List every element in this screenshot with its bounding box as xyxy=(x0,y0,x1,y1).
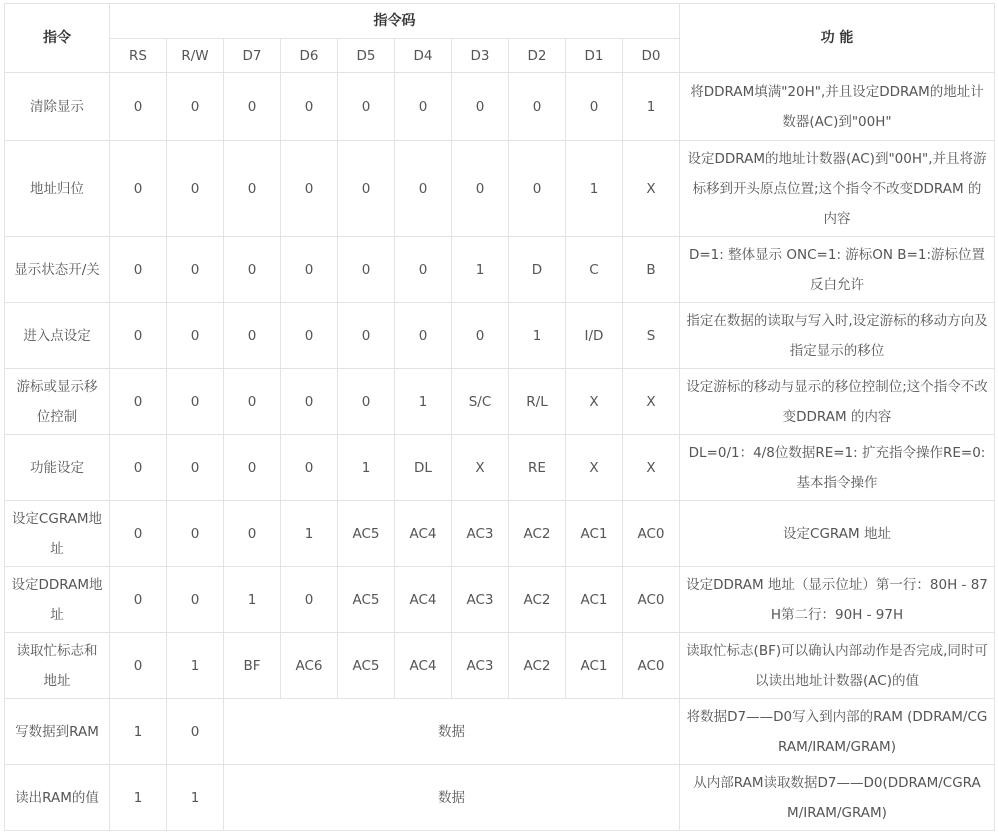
function-description: DL=0/1：4/8位数据RE=1: 扩充指令操作RE=0: 基本指令操作 xyxy=(680,435,995,501)
bit-cell: 0 xyxy=(110,303,167,369)
bit-cell: AC1 xyxy=(566,567,623,633)
bit-cell: 1 xyxy=(452,237,509,303)
bit-cell: AC3 xyxy=(452,633,509,699)
table-row xyxy=(5,633,995,699)
bit-cell: AC5 xyxy=(338,501,395,567)
bit-cell: 0 xyxy=(167,501,224,567)
bit-cell: AC1 xyxy=(566,501,623,567)
bit-cell: 0 xyxy=(452,73,509,141)
table-row xyxy=(5,699,995,765)
bit-cell: 0 xyxy=(224,501,281,567)
instruction-name: 游标或显示移位控制 xyxy=(5,369,110,435)
bit-cell: AC2 xyxy=(509,633,566,699)
table-row xyxy=(5,237,995,303)
instruction-name: 进入点设定 xyxy=(5,303,110,369)
bit-cell: 0 xyxy=(224,303,281,369)
instruction-name: 清除显示 xyxy=(5,73,110,141)
bit-cell: 1 xyxy=(281,501,338,567)
bit-cell: 0 xyxy=(281,369,338,435)
bit-cell: 0 xyxy=(281,73,338,141)
bit-cell: 0 xyxy=(509,73,566,141)
bit-cell: 1 xyxy=(167,633,224,699)
function-description: 设定DDRAM 地址（显示位址）第一行：80H - 87H第二行：90H - 97H xyxy=(680,567,995,633)
header-instruction-code: 指令码 xyxy=(110,4,680,39)
bit-cell: 0 xyxy=(281,237,338,303)
bit-cell: B xyxy=(623,237,680,303)
bit-header-d0: D0 xyxy=(623,39,680,73)
table-row xyxy=(5,765,995,831)
bit-header-d7: D7 xyxy=(224,39,281,73)
bit-cell: 0 xyxy=(110,369,167,435)
bit-cell: 1 xyxy=(167,765,224,831)
table-row xyxy=(5,303,995,369)
table-row xyxy=(5,141,995,237)
instruction-name: 功能设定 xyxy=(5,435,110,501)
bit-cell: AC6 xyxy=(281,633,338,699)
bit-cell: 0 xyxy=(167,567,224,633)
bit-header-d2: D2 xyxy=(509,39,566,73)
bit-cell: X xyxy=(452,435,509,501)
bit-cell: X xyxy=(566,369,623,435)
bit-cell: 0 xyxy=(281,141,338,237)
table-row xyxy=(5,435,995,501)
bit-header-d1: D1 xyxy=(566,39,623,73)
bit-cell: R/L xyxy=(509,369,566,435)
bit-cell: 0 xyxy=(281,435,338,501)
table-row xyxy=(5,73,995,141)
header-instruction: 指令 xyxy=(5,4,110,73)
bit-cell: 1 xyxy=(623,73,680,141)
bit-header-rw: R/W xyxy=(167,39,224,73)
bit-cell: AC0 xyxy=(623,501,680,567)
function-description: 设定DDRAM的地址计数器(AC)到"00H",并且将游标移到开头原点位置;这个指令不改变DDRAM 的内容 xyxy=(680,141,995,237)
bit-cell: 1 xyxy=(566,141,623,237)
bit-cell: C xyxy=(566,237,623,303)
bit-cell: 0 xyxy=(167,369,224,435)
header-function: 功 能 xyxy=(680,4,995,73)
function-description: 从内部RAM读取数据D7——D0(DDRAM/CGRAM/IRAM/GRAM) xyxy=(680,765,995,831)
bit-cell: 0 xyxy=(509,141,566,237)
bit-cell: AC5 xyxy=(338,633,395,699)
bit-cell: 1 xyxy=(110,699,167,765)
instruction-name: 读出RAM的值 xyxy=(5,765,110,831)
bit-cell: AC1 xyxy=(566,633,623,699)
bit-cell: I/D xyxy=(566,303,623,369)
bit-cell: S/C xyxy=(452,369,509,435)
table-row xyxy=(5,501,995,567)
bit-cell: 0 xyxy=(566,73,623,141)
data-cell: 数据 xyxy=(224,699,680,765)
bit-cell: 0 xyxy=(338,369,395,435)
bit-cell: AC0 xyxy=(623,633,680,699)
bit-cell: 0 xyxy=(338,141,395,237)
bit-cell: X xyxy=(623,435,680,501)
bit-cell: AC3 xyxy=(452,567,509,633)
instruction-name: 读取忙标志和地址 xyxy=(5,633,110,699)
bit-cell: X xyxy=(623,369,680,435)
bit-cell: 0 xyxy=(110,141,167,237)
bit-cell: X xyxy=(623,141,680,237)
bit-header-d5: D5 xyxy=(338,39,395,73)
instruction-name: 写数据到RAM xyxy=(5,699,110,765)
bit-cell: 0 xyxy=(338,73,395,141)
function-description: D=1: 整体显示 ONC=1: 游标ON B=1:游标位置反白允许 xyxy=(680,237,995,303)
bit-cell: AC2 xyxy=(509,501,566,567)
data-cell: 数据 xyxy=(224,765,680,831)
instruction-name: 设定DDRAM地址 xyxy=(5,567,110,633)
bit-cell: 1 xyxy=(110,765,167,831)
bit-cell: 0 xyxy=(110,501,167,567)
bit-cell: 0 xyxy=(224,141,281,237)
bit-cell: AC5 xyxy=(338,567,395,633)
bit-cell: 0 xyxy=(110,567,167,633)
bit-header-d3: D3 xyxy=(452,39,509,73)
bit-cell: 0 xyxy=(395,237,452,303)
bit-cell: 0 xyxy=(110,633,167,699)
bit-cell: 0 xyxy=(281,303,338,369)
function-description: 设定CGRAM 地址 xyxy=(680,501,995,567)
bit-cell: 0 xyxy=(338,303,395,369)
function-description: 将数据D7——D0写入到内部的RAM (DDRAM/CGRAM/IRAM/GRAM) xyxy=(680,699,995,765)
bit-cell: 0 xyxy=(167,699,224,765)
bit-cell: 0 xyxy=(395,303,452,369)
instruction-name: 地址归位 xyxy=(5,141,110,237)
function-description: 设定游标的移动与显示的移位控制位;这个指令不改变DDRAM 的内容 xyxy=(680,369,995,435)
bit-cell: AC0 xyxy=(623,567,680,633)
bit-cell: 1 xyxy=(395,369,452,435)
bit-cell: 0 xyxy=(167,435,224,501)
header-row xyxy=(5,4,995,39)
bit-cell: AC2 xyxy=(509,567,566,633)
bit-cell: AC4 xyxy=(395,567,452,633)
bit-cell: 0 xyxy=(224,435,281,501)
bit-cell: 0 xyxy=(110,435,167,501)
bit-cell: X xyxy=(566,435,623,501)
bit-cell: BF xyxy=(224,633,281,699)
bit-cell: AC4 xyxy=(395,501,452,567)
bit-cell: 0 xyxy=(167,237,224,303)
bit-cell: 0 xyxy=(110,237,167,303)
bit-cell: 0 xyxy=(395,73,452,141)
bit-cell: 0 xyxy=(452,141,509,237)
bit-cell: 0 xyxy=(167,303,224,369)
bit-cell: 1 xyxy=(509,303,566,369)
bit-cell: 0 xyxy=(338,237,395,303)
instruction-name: 显示状态开/关 xyxy=(5,237,110,303)
bit-cell: RE xyxy=(509,435,566,501)
bit-cell: 0 xyxy=(224,73,281,141)
instruction-name: 设定CGRAM地址 xyxy=(5,501,110,567)
bit-cell: AC4 xyxy=(395,633,452,699)
bit-cell: 0 xyxy=(167,141,224,237)
bit-cell: 0 xyxy=(110,73,167,141)
bit-header-d6: D6 xyxy=(281,39,338,73)
bit-header-rs: RS xyxy=(110,39,167,73)
bit-cell: 0 xyxy=(281,567,338,633)
table-row xyxy=(5,567,995,633)
bit-cell: 0 xyxy=(395,141,452,237)
bit-cell: 1 xyxy=(224,567,281,633)
bit-cell: AC3 xyxy=(452,501,509,567)
table-row xyxy=(5,369,995,435)
bit-cell: 0 xyxy=(224,237,281,303)
function-description: 读取忙标志(BF)可以确认内部动作是否完成,同时可以读出地址计数器(AC)的值 xyxy=(680,633,995,699)
bit-cell: S xyxy=(623,303,680,369)
instruction-table xyxy=(4,3,995,831)
function-description: 将DDRAM填满"20H",并且设定DDRAM的地址计数器(AC)到"00H" xyxy=(680,73,995,141)
bit-cell: 1 xyxy=(338,435,395,501)
bit-cell: D xyxy=(509,237,566,303)
function-description: 指定在数据的读取与写入时,设定游标的移动方向及指定显示的移位 xyxy=(680,303,995,369)
bit-cell: 0 xyxy=(452,303,509,369)
bit-cell: 0 xyxy=(167,73,224,141)
bit-header-d4: D4 xyxy=(395,39,452,73)
bit-cell: DL xyxy=(395,435,452,501)
bit-cell: 0 xyxy=(224,369,281,435)
